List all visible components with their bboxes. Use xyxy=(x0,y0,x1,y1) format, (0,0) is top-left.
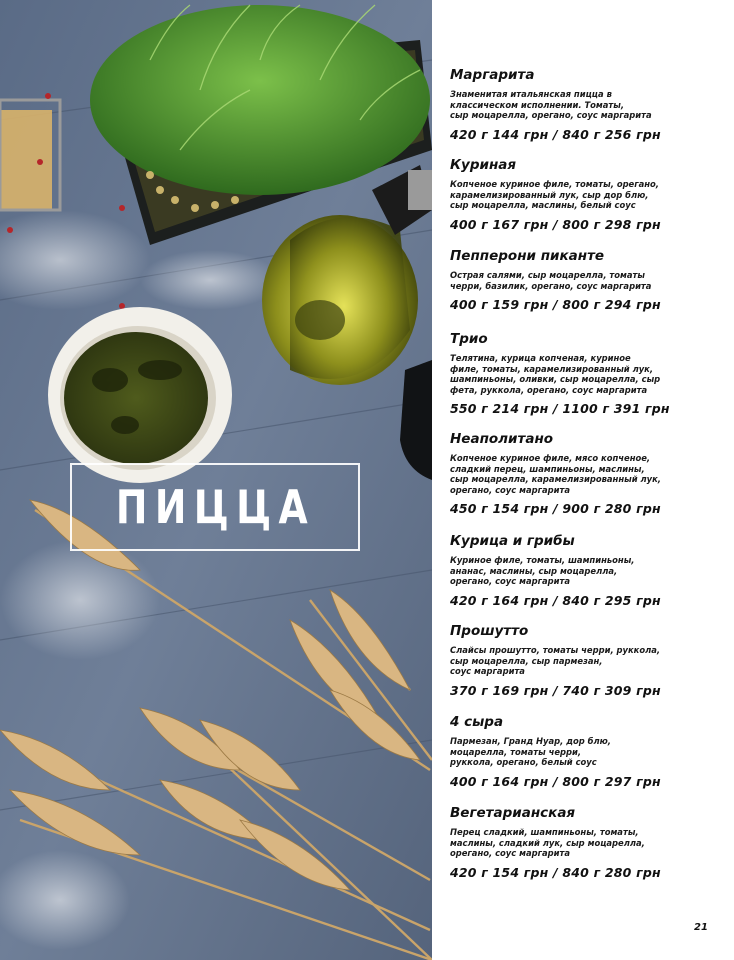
desc-line: Куриное филе, томаты, шампиньоны, xyxy=(450,555,635,565)
item-description xyxy=(450,555,680,587)
desc-line: классическом исполнении. Томаты, xyxy=(450,99,625,110)
desc-line: сладкий перец, шампиньоны, маслины, xyxy=(450,463,645,474)
menu-item-trio xyxy=(450,330,726,416)
desc-line: Копченое куриное филе, мясо копченое, xyxy=(450,453,651,463)
desc-line: фета, руккола, орегано, соус маргарита xyxy=(450,384,648,395)
item-description xyxy=(450,453,680,495)
item-price: 400 г 164 грн / 800 г 297 грн xyxy=(450,773,661,789)
item-description xyxy=(450,270,680,291)
menu-item-prosciutto xyxy=(450,622,726,698)
item-price: 370 г 169 грн / 740 г 309 грн xyxy=(450,682,661,698)
desc-line: Копченое куриное филе, томаты, орегано, xyxy=(450,179,659,189)
desc-line: орегано, соус маргарита xyxy=(450,484,571,495)
item-description xyxy=(450,89,680,121)
item-description xyxy=(450,827,680,859)
item-description xyxy=(450,645,680,677)
item-name: Маргарита xyxy=(450,67,535,83)
menu-item-chicken xyxy=(450,156,726,232)
desc-line: черри, базилик, орегано, соус маргарита xyxy=(450,280,652,291)
menu-item-pepperoni xyxy=(450,247,726,312)
desc-line: Телятина, курица копченая, куриное xyxy=(450,353,631,363)
item-name: Пепперони пиканте xyxy=(450,248,605,264)
desc-line: маслины, сладкий лук, сыр моцарелла, xyxy=(450,837,645,848)
desc-line: шампиньоны, оливки, сыр моцарелла, сыр xyxy=(450,374,661,384)
desc-line: филе, томаты, карамелизированный лук, xyxy=(450,363,654,374)
desc-line: Перец сладкий, шампиньоны, томаты, xyxy=(450,827,639,837)
item-description xyxy=(450,353,680,395)
item-price: 400 г 159 грн / 800 г 294 грн xyxy=(450,297,661,312)
item-name: Неаполитано xyxy=(450,431,554,447)
menu-item-chicken-mushrooms xyxy=(450,532,726,608)
desc-line: сыр моцарелла, маслины, белый соус xyxy=(450,200,636,210)
item-price: 450 г 154 грн / 900 г 280 грн xyxy=(450,501,661,516)
item-description xyxy=(450,179,680,211)
menu-item-margherita xyxy=(450,66,726,142)
desc-line: сыр моцарелла, сыр пармезан, xyxy=(450,655,603,666)
item-price: 420 г 164 грн / 840 г 295 грн xyxy=(450,592,661,608)
desc-line: сыр моцарелла, орегано, соус маргарита xyxy=(450,110,652,120)
desc-line: Острая салями, сыр моцарелла, томаты xyxy=(450,270,645,280)
desc-line: Слайсы прошутто, томаты черри, руккола, xyxy=(450,645,661,655)
desc-line: орегано, соус маргарита xyxy=(450,848,571,858)
page-number: 21 xyxy=(694,922,708,933)
menu-item-vegetarian xyxy=(450,804,726,880)
desc-line: орегано, соус маргарита xyxy=(450,576,571,586)
item-price: 420 г 154 грн / 840 г 280 грн xyxy=(450,864,661,880)
section-title: ПИЦЦА xyxy=(115,480,315,534)
section-title-frame xyxy=(70,463,360,551)
menu-item-four-cheese xyxy=(450,713,726,789)
item-name: Трио xyxy=(450,331,488,347)
desc-line: моцарелла, томаты черри, xyxy=(450,746,582,757)
item-name: Куриная xyxy=(450,157,517,173)
desc-line: руккола, орегано, белый соус xyxy=(450,757,597,767)
desc-line: Пармезан, Гранд Нуар, дор блю, xyxy=(450,736,611,746)
item-name: 4 сыра xyxy=(450,714,504,730)
item-price: 400 г 167 грн / 800 г 298 грн xyxy=(450,216,661,232)
desc-line: Знаменитая итальянская пицца в xyxy=(450,89,612,99)
desc-line: соус маргарита xyxy=(450,666,525,676)
menu-item-napolitano xyxy=(450,430,726,516)
item-name: Вегетарианская xyxy=(450,805,576,821)
item-price: 420 г 144 грн / 840 г 256 грн xyxy=(450,126,661,142)
item-name: Курица и грибы xyxy=(450,533,575,549)
desc-line: сыр моцарелла, карамелизированный лук, xyxy=(450,474,661,484)
item-price: 550 г 214 грн / 1100 г 391 грн xyxy=(450,401,670,416)
item-name: Прошутто xyxy=(450,623,529,639)
desc-line: ананас, маслины, сыр моцарелла, xyxy=(450,565,618,576)
item-description xyxy=(450,736,680,768)
desc-line: карамелизированный лук, сыр дор блю, xyxy=(450,189,649,200)
